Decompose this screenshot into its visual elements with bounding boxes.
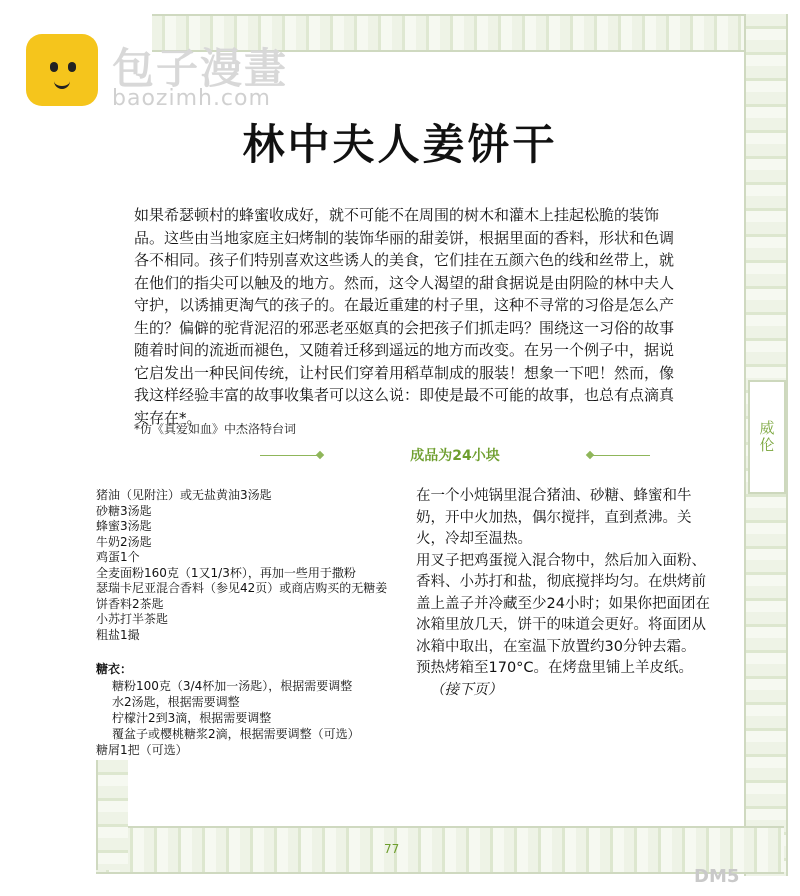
yield-row [260, 444, 650, 466]
icing-item: 覆盆子或樱桃糖浆2滴，根据需要调整（可选） [112, 727, 360, 741]
ingredient-item: 蜂蜜3汤匙 [96, 519, 152, 533]
method-step: 在一个小炖锅里混合猪油、砂糖、蜂蜜和牛奶，开中火加热，偶尔搅拌，直到煮沸。关火，冷却至温热。 [416, 488, 692, 547]
vine-border-bottom [96, 826, 784, 874]
corner-watermark: DM5 [694, 866, 740, 887]
yield-label: 成品为24小块 [410, 448, 500, 464]
icing-extra: 糖屑1把（可选） [96, 743, 188, 757]
method-step: 用叉子把鸡蛋搅入混合物中，然后加入面粉、香料、小苏打和盐，彻底搅拌均匀。在烘烤前盖上盖子并冷藏至少24小时；如果你把面团在冰箱里放几天，饼干的味道会更好。将面团从冰箱中取出，在室温下放置约30分钟去霜。 [416, 552, 710, 655]
ingredient-item: 砂糖3汤匙 [96, 503, 152, 518]
ingredient-item: 粗盐1撮 [96, 627, 140, 642]
icing-item: 水2汤匙，根据需要调整 [112, 695, 240, 709]
icing-item: 糖粉100克（3/4杯加一汤匙），根据需要调整 [112, 679, 353, 693]
ingredient-list [96, 488, 396, 643]
footnote: *仿《真爱如血》中杰洛特台词 [134, 422, 297, 436]
icing-heading: 糖衣： [96, 662, 133, 676]
ingredient-item: 全麦面粉160克（1又1/3杯），再加一些用于撒粉 [96, 565, 356, 580]
method-step: 预热烤箱至170°C。在烤盘里铺上羊皮纸。 [416, 660, 694, 676]
ingredient-item: 猪油（见附注）或无盐黄油3汤匙 [96, 488, 272, 502]
ornament-line-left [260, 455, 320, 456]
ingredient-item: 鸡蛋1个 [96, 550, 140, 564]
continued-note: （接下页） [430, 681, 503, 698]
watermark-logo-icon [26, 34, 98, 106]
ingredient-item: 小苏打半茶匙 [96, 612, 169, 626]
page-number: 77 [384, 842, 400, 856]
watermark-name: 包子漫畫 [112, 44, 289, 93]
chapter-side-tab: 威伦 [748, 380, 786, 494]
icing-list [96, 678, 396, 758]
method-steps [416, 486, 712, 701]
page-title: 林中夫人姜饼干 [242, 120, 558, 169]
intro-paragraph: 如果希瑟顿村的蜂蜜收成好，就不可能不在周围的树木和灌木上挂起松脆的装饰品。这些由当地家庭主妇烤制的装饰华丽的甜姜饼，根据里面的香料，形状和色调各不相同。孩子们特别喜欢这些诱人的美食，它们挂在五颜六色的线和丝带上，就在他们的指尖可以触及的地方。然而，这令人渴望的甜食据说是由阴险的林中夫人守护，以诱捕更淘气的孩子的。在最近重建的村子里，这种不寻常的习俗是怎么产生的？偏僻的驼背泥沼的邪恶老巫妪真的会把孩子们抓走吗？围绕这一习俗的故事随着时间的流逝而褪色，又随着迁移到遥远的地方而改变。在另一个例子中，据说它启发出一种民间传统，让村民们穿着用稻草制成的服装！想象一下吧！然而，像我这样经验丰富的故事收集者可以这么说：即使是最不可能的故事，也总有点滴真实存在*。 [134, 206, 675, 427]
vine-border-left [96, 760, 128, 870]
ornament-line-right [590, 455, 650, 456]
ingredient-item: 牛奶2汤匙 [96, 534, 152, 549]
ingredient-item: 瑟瑞卡尼亚混合香料（参见42页）或商店购买的无糖姜饼香料2茶匙 [96, 581, 388, 611]
watermark-site: baozimh.com [112, 86, 271, 111]
icing-item: 柠檬汁2到3滴，根据需要调整 [112, 711, 272, 725]
